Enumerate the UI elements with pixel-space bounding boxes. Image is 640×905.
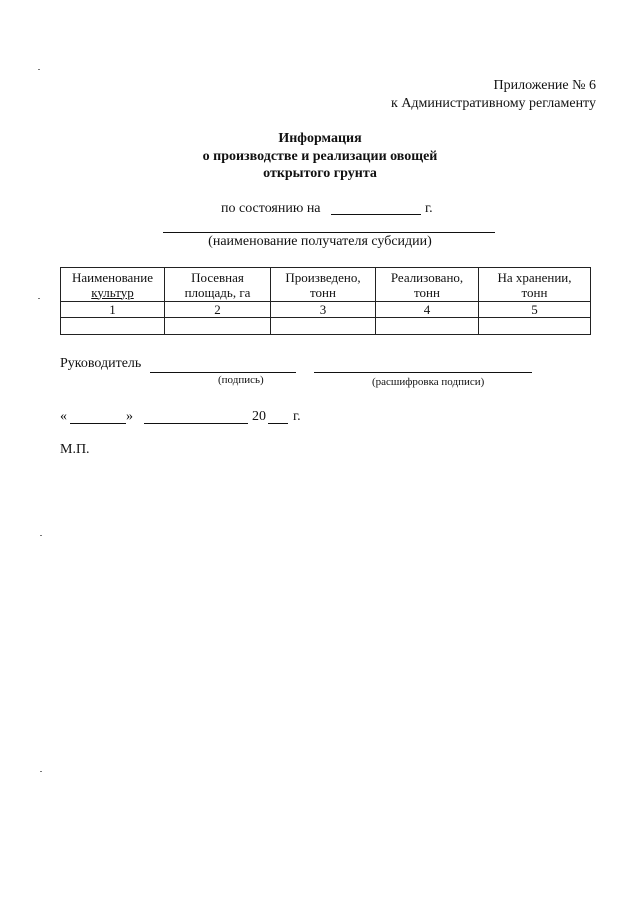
signature-caption: (подпись) [218, 374, 264, 386]
as-of-date-field[interactable] [331, 214, 421, 215]
date-open-quote: « [60, 409, 67, 424]
table-cell-storage[interactable] [479, 318, 591, 335]
column-number: 2 [165, 302, 271, 318]
recipient-caption: (наименование получателя субсидии) [208, 234, 432, 249]
stamp-label: М.П. [60, 442, 90, 457]
production-table [60, 267, 591, 335]
table-row [61, 318, 591, 335]
header-in-storage: На хранении, тонн [479, 268, 591, 302]
date-month-field[interactable] [144, 423, 248, 424]
signature-decoding-caption: (расшифровка подписи) [372, 376, 485, 388]
date-year-suffix: г. [293, 409, 301, 424]
table-number-row [61, 302, 591, 318]
header-produced: Произведено, тонн [271, 268, 376, 302]
date-year-field[interactable] [268, 423, 288, 424]
table-cell-produced[interactable] [271, 318, 376, 335]
recipient-name-field[interactable] [163, 232, 495, 233]
table-header-row [61, 268, 591, 302]
scan-speck [40, 535, 42, 536]
appendix-number: Приложение № 6 [493, 78, 596, 93]
document-subtitle-line2: открытого грунта [263, 166, 377, 181]
as-of-year-suffix: г. [425, 201, 433, 216]
as-of-label: по состоянию на [221, 201, 321, 216]
column-number: 3 [271, 302, 376, 318]
header-sown-area: Посевная площадь, га [165, 268, 271, 302]
table-cell-crop[interactable] [61, 318, 165, 335]
date-year-prefix: 20 [252, 409, 266, 424]
document-subtitle-line1: о производстве и реализации овощей [202, 149, 438, 164]
header-sold: Реализовано, тонн [376, 268, 479, 302]
signature-decoding-field[interactable] [314, 372, 532, 373]
signature-label: Руководитель [60, 356, 142, 371]
date-day-field[interactable] [70, 423, 126, 424]
column-number: 5 [479, 302, 591, 318]
header-crop-name: Наименование культур [61, 268, 165, 302]
scan-speck [40, 771, 42, 772]
scan-speck [38, 69, 40, 70]
table-cell-area[interactable] [165, 318, 271, 335]
date-close-quote: » [126, 409, 133, 424]
appendix-reference: к Административному регламенту [391, 96, 596, 111]
scan-speck [38, 298, 40, 299]
column-number: 1 [61, 302, 165, 318]
signature-field[interactable] [150, 372, 296, 373]
document-title: Информация [278, 131, 362, 146]
table-cell-sold[interactable] [376, 318, 479, 335]
column-number: 4 [376, 302, 479, 318]
